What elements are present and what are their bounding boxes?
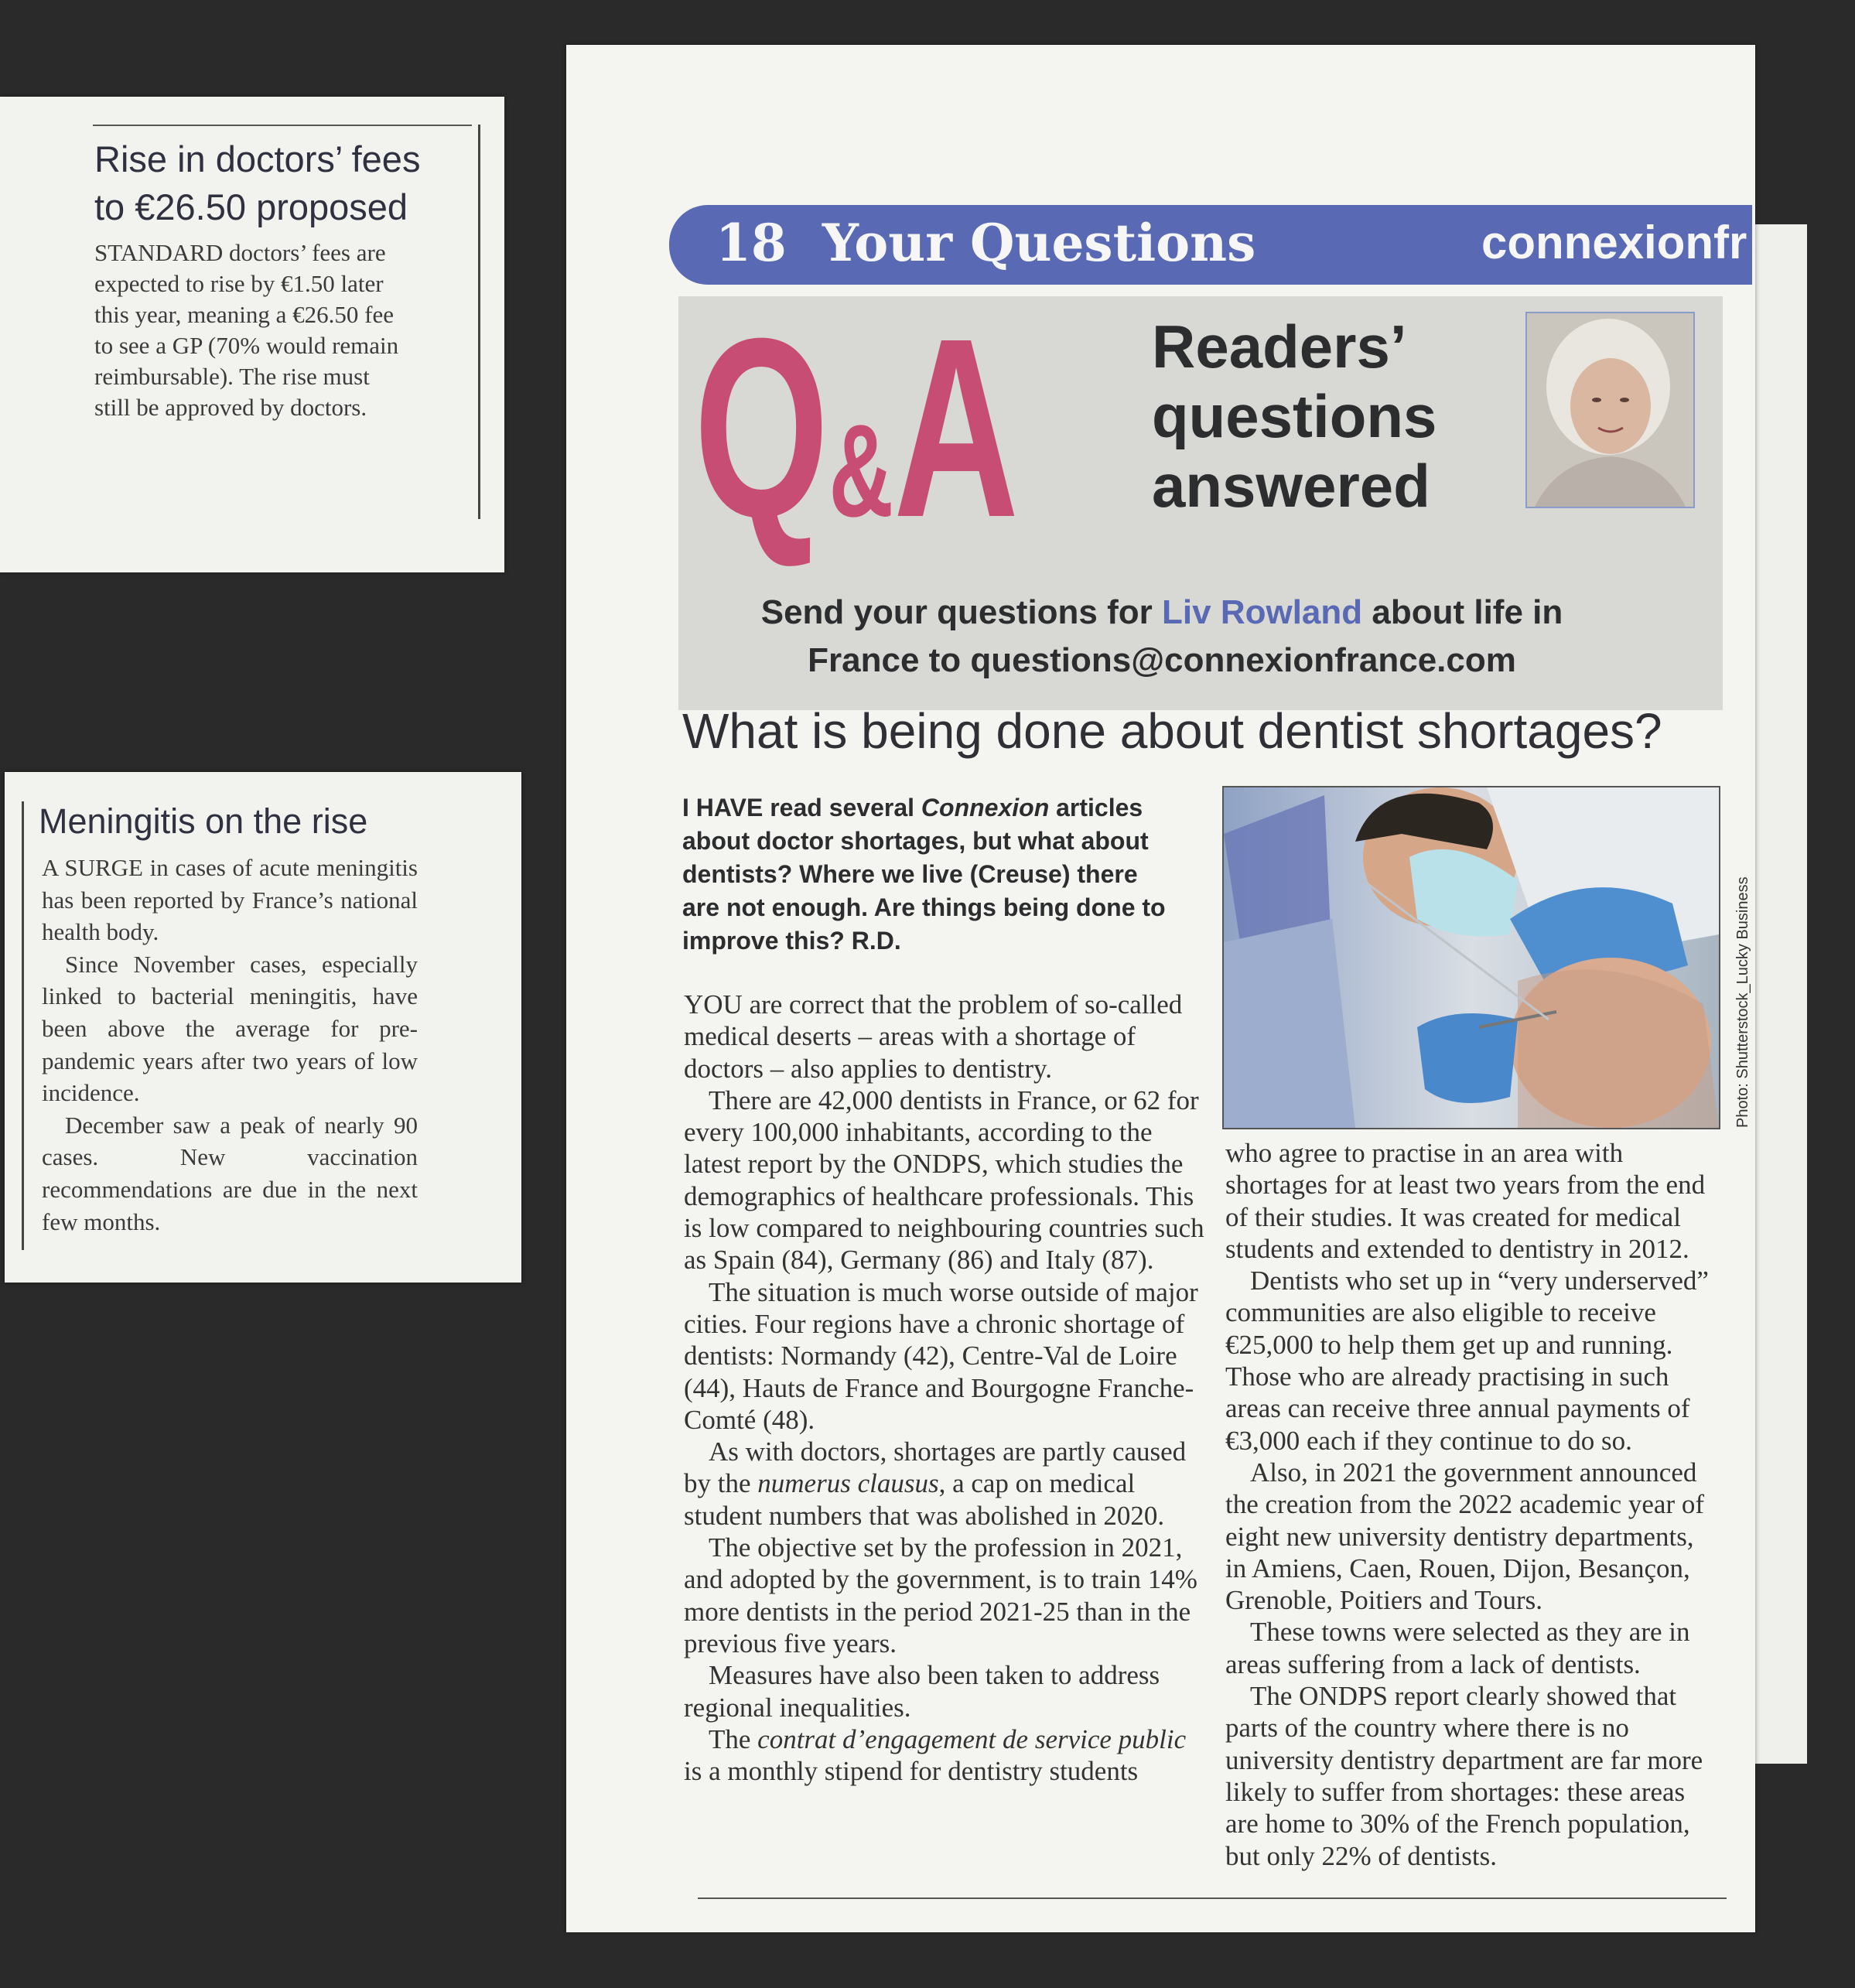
dentist-photo-image xyxy=(1224,787,1719,1128)
clip-fees-title-line2: to €26.50 proposed xyxy=(94,186,408,227)
paragraph-emphasis: contrat d’engagement de service public xyxy=(757,1723,1187,1754)
paragraph: Dentists who set up in “very underserved” communities are also eligible to receive €25,000 to help them get up and running. Those who are already practising in such areas can receive three annual payments of €3,000 each if they continue to do so. xyxy=(1225,1266,1709,1456)
clip-meningitis-title: Meningitis on the rise xyxy=(39,801,368,841)
paragraph: YOU are correct that the problem of so-called medical deserts – areas with a shortage of doctors – also applies to dentistry. xyxy=(684,989,1183,1084)
banner-site: connexionfr xyxy=(1481,217,1747,268)
article-column-right xyxy=(1225,1137,1720,1872)
paragraph: Also, in 2021 the government announced the creation from the 2022 academic year of eight new university dentistry departments, in Amiens, Caen, Rouen, Dijon, Besançon, Grenoble, Poitiers and Tours. xyxy=(1225,1457,1705,1616)
qa-logo-q: Q xyxy=(694,285,829,570)
clip-fees-body xyxy=(94,237,466,423)
qa-send-instructions xyxy=(678,589,1645,685)
clipping-dentist-article xyxy=(566,45,1755,1932)
author-portrait-image xyxy=(1527,313,1693,507)
paragraph: Measures have also been taken to address regional inequalities. xyxy=(684,1660,1160,1723)
clipping-meningitis xyxy=(5,772,521,1283)
clip-fees-line: expected to rise by €1.50 later xyxy=(94,270,384,297)
paragraph: The objective set by the profession in 2021, and adopted by the government, is to train 14% more dentists in the period 2021-25 than in the previous five years. xyxy=(684,1532,1197,1658)
author-name: Liv Rowland xyxy=(1162,593,1363,631)
paragraph: These towns were selected as they are in areas suffering from a lack of dentists. xyxy=(1225,1617,1690,1679)
qa-title-line: questions xyxy=(1152,382,1437,450)
qa-logo xyxy=(694,285,1172,603)
clip-fees-title xyxy=(94,135,481,231)
paragraph: who agree to practise in an area with shortages for at least two years from the end of their studies. It was created for medical students and extended to dentistry in 2012. xyxy=(1225,1138,1706,1264)
clip-fees-line: reimbursable). The rise must xyxy=(94,363,370,390)
qa-logo-a: A xyxy=(893,285,1020,570)
section-banner xyxy=(669,205,1752,285)
reader-question xyxy=(682,791,1177,958)
clip-fees-line: to see a GP (70% would remain xyxy=(94,332,399,359)
question-text: I HAVE read several xyxy=(682,794,921,822)
paragraph-text: , a cap on medical student numbers that was abolished in 2020. xyxy=(684,1468,1165,1531)
paragraph xyxy=(684,1723,1210,1788)
qa-title-line: Readers’ xyxy=(1152,313,1407,381)
paragraph xyxy=(684,1436,1210,1532)
qa-title-line: answered xyxy=(1152,452,1430,520)
dentist-photo xyxy=(1222,786,1720,1129)
paragraph: There are 42,000 dentists in France, or 62 for every 100,000 inhabitants, according to the latest report by the ONDPS, which studies the demographics of healthcare professionals. This is low compared to neighbouring countries such as Spain (84), Germany (86) and Italy (87). xyxy=(684,1085,1204,1276)
paragraph: The ONDPS report clearly showed that parts of the country where there is no university dentistry department are far more likely to suffer from shortages: these areas are home to 30% of the French population, but only 22% of dentists. xyxy=(1225,1681,1703,1871)
paragraph: The situation is much worse outside of major cities. Four regions have a chronic shortage of dentists: Normandy (42), Centre-Val de Loire (44), Hauts de France and Bourgogne Franche-Comté (48). xyxy=(684,1276,1198,1435)
bottom-rule xyxy=(698,1897,1727,1899)
clip-meningitis-body xyxy=(42,852,418,1238)
question-publication: Connexion xyxy=(921,794,1050,822)
clip-fees-line: still be approved by doctors. xyxy=(94,394,367,421)
qa-header-box xyxy=(678,285,1723,710)
paragraph-text: is a monthly stipend for dentistry students xyxy=(684,1756,1139,1787)
qa-logo-amp: & xyxy=(828,398,894,545)
photo-credit: Photo: Shutterstock_Lucky Business xyxy=(1734,876,1751,1128)
paragraph: December saw a peak of nearly 90 cases. New vaccination recommendations are due in the next few months. xyxy=(42,1111,418,1235)
send-prefix: Send your questions for xyxy=(760,593,1163,631)
adjacent-page-sliver xyxy=(1753,224,1807,1764)
paragraph: A SURGE in cases of acute meningitis has been reported by France’s national health body. xyxy=(42,854,418,946)
page-number: 18 xyxy=(716,213,787,273)
paragraph-text: The xyxy=(709,1723,758,1754)
paragraph: Since November cases, especially linked to bacterial meningitis, have been above the average for pre-pandemic years after two years of low incidence. xyxy=(42,950,418,1107)
clipping-doctors-fees xyxy=(0,97,504,572)
top-rule xyxy=(93,125,472,126)
article-column-left xyxy=(684,989,1210,1787)
paragraph-emphasis: numerus clausus xyxy=(757,1468,939,1499)
clip-fees-title-line1: Rise in doctors’ fees xyxy=(94,138,421,179)
clip-fees-line: this year, meaning a €26.50 fee xyxy=(94,301,394,328)
article-headline: What is being done about dentist shortages? xyxy=(682,703,1662,759)
author-avatar xyxy=(1525,312,1695,508)
send-suffix: about life in xyxy=(1362,593,1563,631)
clip-fees-line: STANDARD doctors’ fees are xyxy=(94,239,386,266)
left-rule xyxy=(22,801,24,1250)
paragraph-text: As with doctors, shortages are partly caused by the xyxy=(684,1436,1187,1499)
send-email-line: France to questions@connexionfrance.com xyxy=(808,641,1516,679)
banner-title xyxy=(716,213,1255,273)
question-text: articles about doctor shortages, but what about dentists? Where we live (Creuse) there are not enough. Are things being done to improve this? R.D. xyxy=(682,794,1166,955)
section-name: Your Questions xyxy=(822,213,1256,273)
qa-title xyxy=(1152,312,1437,521)
